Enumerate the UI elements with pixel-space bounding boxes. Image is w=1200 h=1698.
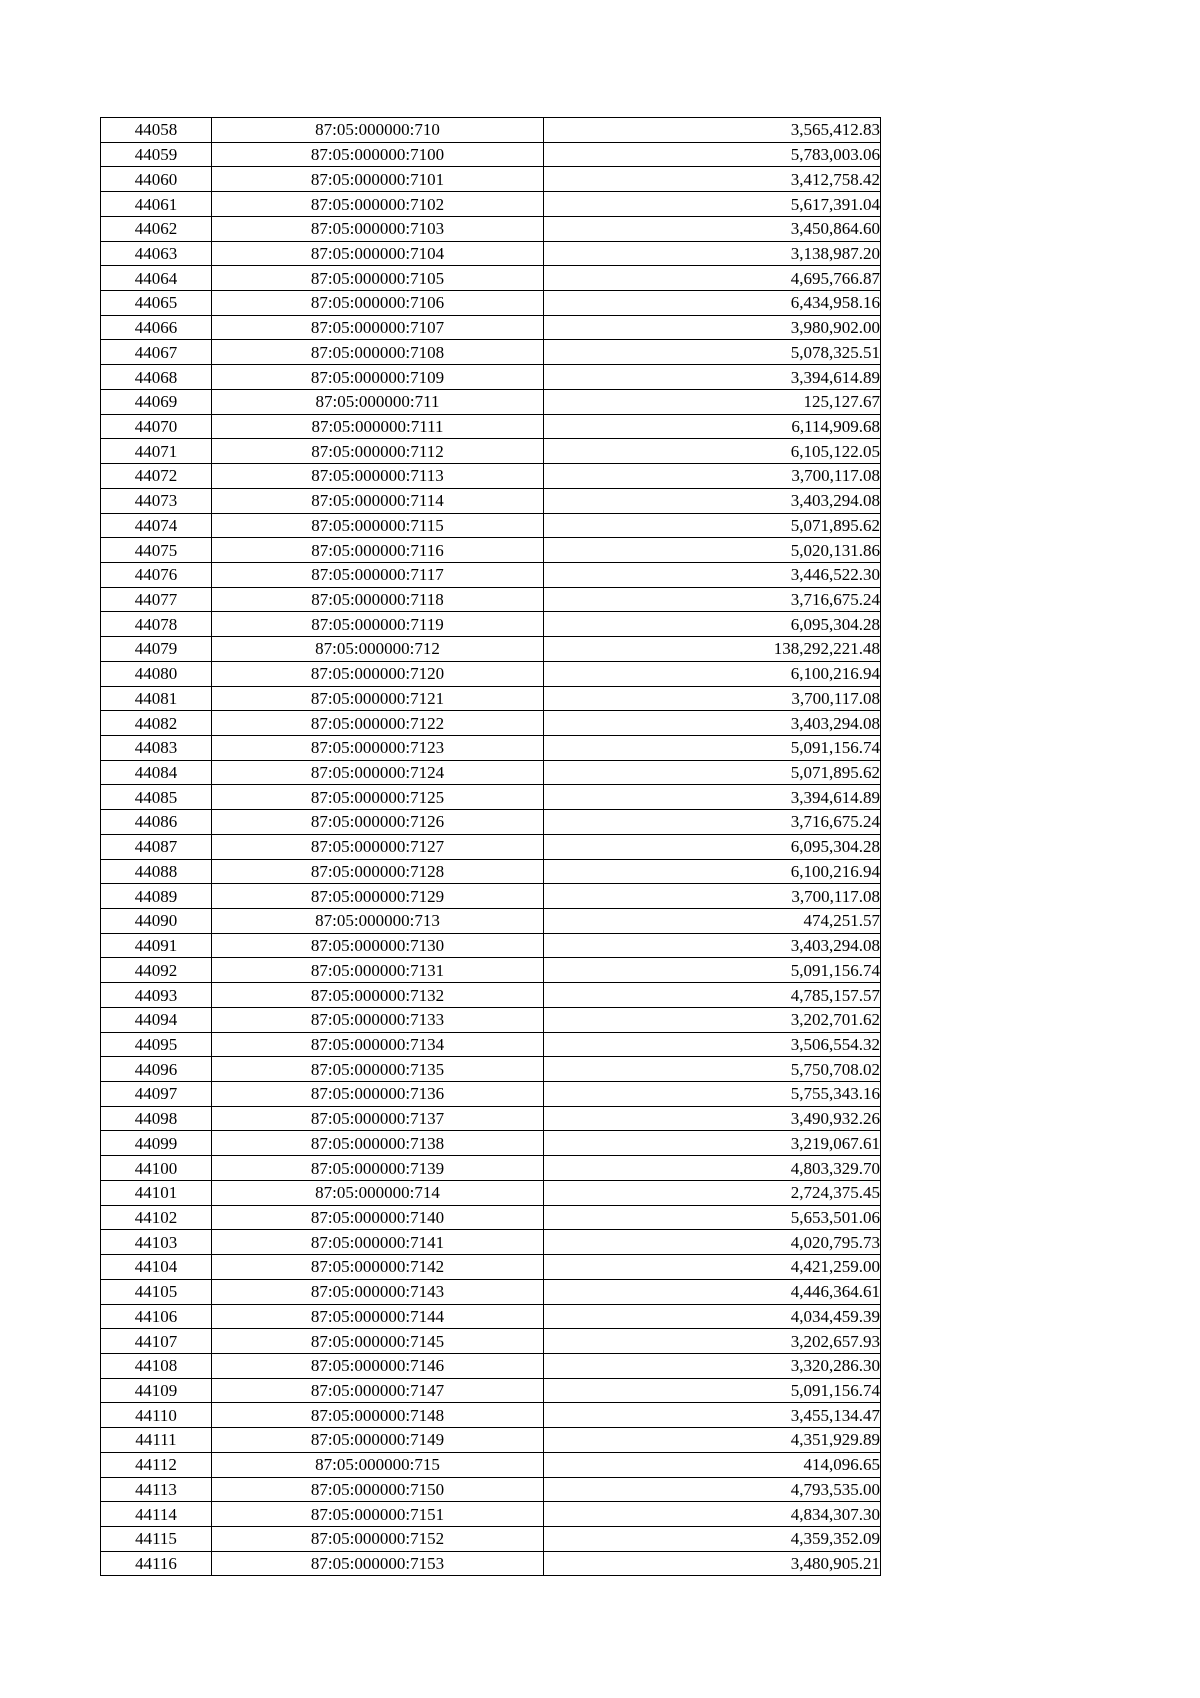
table-row: [101, 1428, 881, 1453]
row-number: 44070: [101, 414, 212, 439]
cadastral-number: 87:05:000000:713: [212, 909, 544, 934]
cadastral-value: 3,138,987.20: [544, 241, 881, 266]
table-row: [101, 315, 881, 340]
cadastral-number: 87:05:000000:7105: [212, 266, 544, 291]
cadastral-number: 87:05:000000:7150: [212, 1477, 544, 1502]
cadastral-number: 87:05:000000:7117: [212, 562, 544, 587]
row-number: 44098: [101, 1106, 212, 1131]
cadastral-number: 87:05:000000:7139: [212, 1156, 544, 1181]
cadastral-value: 5,750,708.02: [544, 1057, 881, 1082]
table-row: [101, 1230, 881, 1255]
cadastral-number: 87:05:000000:7147: [212, 1378, 544, 1403]
cadastral-value: 5,091,156.74: [544, 958, 881, 983]
table-row: [101, 1255, 881, 1280]
cadastral-value: 3,202,701.62: [544, 1007, 881, 1032]
cadastral-number: 87:05:000000:7138: [212, 1131, 544, 1156]
cadastral-value: 3,700,117.08: [544, 686, 881, 711]
table-row: [101, 686, 881, 711]
cadastral-number: 87:05:000000:7126: [212, 810, 544, 835]
cadastral-value: 5,091,156.74: [544, 735, 881, 760]
cadastral-value: 3,446,522.30: [544, 562, 881, 587]
cadastral-value: 3,403,294.08: [544, 711, 881, 736]
cadastral-number: 87:05:000000:715: [212, 1452, 544, 1477]
row-number: 44068: [101, 365, 212, 390]
cadastral-value: 4,351,929.89: [544, 1428, 881, 1453]
table-row: [101, 1057, 881, 1082]
cadastral-number: 87:05:000000:7140: [212, 1205, 544, 1230]
row-number: 44109: [101, 1378, 212, 1403]
cadastral-number: 87:05:000000:7103: [212, 216, 544, 241]
row-number: 44059: [101, 142, 212, 167]
cadastral-number: 87:05:000000:714: [212, 1180, 544, 1205]
cadastral-value: 4,446,364.61: [544, 1279, 881, 1304]
cadastral-number: 87:05:000000:7128: [212, 859, 544, 884]
table-row: [101, 1180, 881, 1205]
cadastral-number: 87:05:000000:7125: [212, 785, 544, 810]
table-row: [101, 1007, 881, 1032]
table-row: [101, 464, 881, 489]
cadastral-number: 87:05:000000:7148: [212, 1403, 544, 1428]
table-body: [101, 118, 881, 1576]
row-number: 44069: [101, 389, 212, 414]
cadastral-value: 6,100,216.94: [544, 859, 881, 884]
cadastral-value: 6,434,958.16: [544, 291, 881, 316]
cadastral-value: 5,071,895.62: [544, 513, 881, 538]
row-number: 44091: [101, 933, 212, 958]
cadastral-number: 87:05:000000:7100: [212, 142, 544, 167]
cadastral-value: 3,716,675.24: [544, 587, 881, 612]
cadastral-value: 3,219,067.61: [544, 1131, 881, 1156]
table-row: [101, 1205, 881, 1230]
cadastral-number: 87:05:000000:7101: [212, 167, 544, 192]
row-number: 44080: [101, 661, 212, 686]
cadastral-number: 87:05:000000:7144: [212, 1304, 544, 1329]
cadastral-value: 4,834,307.30: [544, 1502, 881, 1527]
cadastral-number: 87:05:000000:7137: [212, 1106, 544, 1131]
cadastral-value: 6,100,216.94: [544, 661, 881, 686]
table-row: [101, 1551, 881, 1576]
cadastral-number: 87:05:000000:7119: [212, 612, 544, 637]
row-number: 44104: [101, 1255, 212, 1280]
cadastral-value: 6,095,304.28: [544, 612, 881, 637]
row-number: 44102: [101, 1205, 212, 1230]
cadastral-number: 87:05:000000:7104: [212, 241, 544, 266]
table-row: [101, 859, 881, 884]
row-number: 44071: [101, 439, 212, 464]
cadastral-number: 87:05:000000:7122: [212, 711, 544, 736]
cadastral-number: 87:05:000000:7108: [212, 340, 544, 365]
table-row: [101, 192, 881, 217]
row-number: 44111: [101, 1428, 212, 1453]
table-row: [101, 661, 881, 686]
cadastral-number: 87:05:000000:7132: [212, 983, 544, 1008]
table-row: [101, 884, 881, 909]
cadastral-value: 6,095,304.28: [544, 834, 881, 859]
row-number: 44085: [101, 785, 212, 810]
table-row: [101, 1378, 881, 1403]
row-number: 44088: [101, 859, 212, 884]
cadastral-number: 87:05:000000:7149: [212, 1428, 544, 1453]
cadastral-number: 87:05:000000:7153: [212, 1551, 544, 1576]
row-number: 44092: [101, 958, 212, 983]
table-row: [101, 637, 881, 662]
table-row: [101, 1452, 881, 1477]
row-number: 44072: [101, 464, 212, 489]
row-number: 44079: [101, 637, 212, 662]
cadastral-value-table: [100, 117, 881, 1576]
cadastral-value: 3,394,614.89: [544, 785, 881, 810]
cadastral-value: 3,716,675.24: [544, 810, 881, 835]
table-row: [101, 1082, 881, 1107]
cadastral-value: 5,755,343.16: [544, 1082, 881, 1107]
table-row: [101, 958, 881, 983]
cadastral-number: 87:05:000000:7133: [212, 1007, 544, 1032]
cadastral-number: 87:05:000000:7106: [212, 291, 544, 316]
table-row: [101, 612, 881, 637]
row-number: 44084: [101, 760, 212, 785]
cadastral-number: 87:05:000000:711: [212, 389, 544, 414]
cadastral-number: 87:05:000000:7136: [212, 1082, 544, 1107]
row-number: 44101: [101, 1180, 212, 1205]
cadastral-number: 87:05:000000:7118: [212, 587, 544, 612]
cadastral-number: 87:05:000000:7124: [212, 760, 544, 785]
row-number: 44075: [101, 538, 212, 563]
row-number: 44063: [101, 241, 212, 266]
cadastral-value: 3,403,294.08: [544, 933, 881, 958]
cadastral-number: 87:05:000000:7111: [212, 414, 544, 439]
cadastral-number: 87:05:000000:7141: [212, 1230, 544, 1255]
row-number: 44089: [101, 884, 212, 909]
table-row: [101, 735, 881, 760]
table-row: [101, 266, 881, 291]
table-row: [101, 834, 881, 859]
table-row: [101, 488, 881, 513]
row-number: 44113: [101, 1477, 212, 1502]
cadastral-number: 87:05:000000:7143: [212, 1279, 544, 1304]
row-number: 44060: [101, 167, 212, 192]
table-row: [101, 909, 881, 934]
row-number: 44099: [101, 1131, 212, 1156]
table-row: [101, 933, 881, 958]
row-number: 44081: [101, 686, 212, 711]
table-row: [101, 1279, 881, 1304]
table-row: [101, 983, 881, 1008]
cadastral-value: 4,421,259.00: [544, 1255, 881, 1280]
cadastral-value: 3,565,412.83: [544, 118, 881, 143]
row-number: 44107: [101, 1329, 212, 1354]
cadastral-number: 87:05:000000:7152: [212, 1526, 544, 1551]
cadastral-value: 2,724,375.45: [544, 1180, 881, 1205]
cadastral-value: 5,783,003.06: [544, 142, 881, 167]
cadastral-number: 87:05:000000:7102: [212, 192, 544, 217]
table-row: [101, 1131, 881, 1156]
cadastral-number: 87:05:000000:7121: [212, 686, 544, 711]
cadastral-value: 4,793,535.00: [544, 1477, 881, 1502]
row-number: 44115: [101, 1526, 212, 1551]
cadastral-number: 87:05:000000:7113: [212, 464, 544, 489]
cadastral-value: 5,071,895.62: [544, 760, 881, 785]
table-row: [101, 1329, 881, 1354]
cadastral-value: 3,480,905.21: [544, 1551, 881, 1576]
cadastral-value: 3,490,932.26: [544, 1106, 881, 1131]
table-row: [101, 562, 881, 587]
cadastral-value: 3,394,614.89: [544, 365, 881, 390]
row-number: 44096: [101, 1057, 212, 1082]
table-row: [101, 414, 881, 439]
cadastral-value: 5,078,325.51: [544, 340, 881, 365]
row-number: 44066: [101, 315, 212, 340]
cadastral-number: 87:05:000000:7115: [212, 513, 544, 538]
row-number: 44073: [101, 488, 212, 513]
row-number: 44078: [101, 612, 212, 637]
row-number: 44110: [101, 1403, 212, 1428]
cadastral-value: 4,034,459.39: [544, 1304, 881, 1329]
table-row: [101, 167, 881, 192]
cadastral-number: 87:05:000000:7129: [212, 884, 544, 909]
row-number: 44067: [101, 340, 212, 365]
table-row: [101, 216, 881, 241]
row-number: 44082: [101, 711, 212, 736]
cadastral-number: 87:05:000000:7123: [212, 735, 544, 760]
table-row: [101, 760, 881, 785]
table-row: [101, 118, 881, 143]
cadastral-value: 3,412,758.42: [544, 167, 881, 192]
cadastral-value: 125,127.67: [544, 389, 881, 414]
row-number: 44114: [101, 1502, 212, 1527]
table-row: [101, 711, 881, 736]
cadastral-value: 3,980,902.00: [544, 315, 881, 340]
cadastral-value: 3,506,554.32: [544, 1032, 881, 1057]
table-row: [101, 439, 881, 464]
cadastral-value: 3,450,864.60: [544, 216, 881, 241]
row-number: 44064: [101, 266, 212, 291]
table-row: [101, 1353, 881, 1378]
row-number: 44065: [101, 291, 212, 316]
row-number: 44093: [101, 983, 212, 1008]
cadastral-value: 474,251.57: [544, 909, 881, 934]
cadastral-value: 6,105,122.05: [544, 439, 881, 464]
row-number: 44086: [101, 810, 212, 835]
table-row: [101, 785, 881, 810]
row-number: 44112: [101, 1452, 212, 1477]
cadastral-number: 87:05:000000:7134: [212, 1032, 544, 1057]
cadastral-number: 87:05:000000:7145: [212, 1329, 544, 1354]
cadastral-number: 87:05:000000:7116: [212, 538, 544, 563]
cadastral-value: 3,455,134.47: [544, 1403, 881, 1428]
cadastral-value: 3,700,117.08: [544, 884, 881, 909]
cadastral-number: 87:05:000000:7112: [212, 439, 544, 464]
row-number: 44116: [101, 1551, 212, 1576]
row-number: 44108: [101, 1353, 212, 1378]
cadastral-value: 3,202,657.93: [544, 1329, 881, 1354]
table-row: [101, 538, 881, 563]
table-row: [101, 241, 881, 266]
table-row: [101, 513, 881, 538]
cadastral-value: 414,096.65: [544, 1452, 881, 1477]
cadastral-value: 5,091,156.74: [544, 1378, 881, 1403]
cadastral-value: 4,359,352.09: [544, 1526, 881, 1551]
row-number: 44062: [101, 216, 212, 241]
table-row: [101, 340, 881, 365]
cadastral-number: 87:05:000000:7151: [212, 1502, 544, 1527]
row-number: 44106: [101, 1304, 212, 1329]
row-number: 44095: [101, 1032, 212, 1057]
cadastral-number: 87:05:000000:7107: [212, 315, 544, 340]
cadastral-number: 87:05:000000:710: [212, 118, 544, 143]
table-row: [101, 1304, 881, 1329]
table-row: [101, 1526, 881, 1551]
row-number: 44094: [101, 1007, 212, 1032]
table-row: [101, 1502, 881, 1527]
table-row: [101, 1106, 881, 1131]
cadastral-number: 87:05:000000:7120: [212, 661, 544, 686]
cadastral-number: 87:05:000000:7146: [212, 1353, 544, 1378]
cadastral-value: 138,292,221.48: [544, 637, 881, 662]
cadastral-value: 6,114,909.68: [544, 414, 881, 439]
row-number: 44061: [101, 192, 212, 217]
table-row: [101, 1156, 881, 1181]
row-number: 44090: [101, 909, 212, 934]
row-number: 44103: [101, 1230, 212, 1255]
table-row: [101, 1403, 881, 1428]
cadastral-value: 4,695,766.87: [544, 266, 881, 291]
row-number: 44097: [101, 1082, 212, 1107]
row-number: 44100: [101, 1156, 212, 1181]
row-number: 44087: [101, 834, 212, 859]
row-number: 44074: [101, 513, 212, 538]
cadastral-number: 87:05:000000:7114: [212, 488, 544, 513]
table-row: [101, 1477, 881, 1502]
row-number: 44058: [101, 118, 212, 143]
table-row: [101, 810, 881, 835]
cadastral-value: 3,320,286.30: [544, 1353, 881, 1378]
row-number: 44077: [101, 587, 212, 612]
cadastral-number: 87:05:000000:7130: [212, 933, 544, 958]
cadastral-value: 3,700,117.08: [544, 464, 881, 489]
table-row: [101, 389, 881, 414]
cadastral-number: 87:05:000000:7109: [212, 365, 544, 390]
cadastral-value: 4,803,329.70: [544, 1156, 881, 1181]
cadastral-number: 87:05:000000:712: [212, 637, 544, 662]
cadastral-value: 4,785,157.57: [544, 983, 881, 1008]
row-number: 44105: [101, 1279, 212, 1304]
cadastral-number: 87:05:000000:7131: [212, 958, 544, 983]
cadastral-value: 5,653,501.06: [544, 1205, 881, 1230]
table-row: [101, 365, 881, 390]
row-number: 44083: [101, 735, 212, 760]
cadastral-number: 87:05:000000:7135: [212, 1057, 544, 1082]
row-number: 44076: [101, 562, 212, 587]
table-row: [101, 291, 881, 316]
table-row: [101, 1032, 881, 1057]
table-row: [101, 142, 881, 167]
cadastral-value: 4,020,795.73: [544, 1230, 881, 1255]
cadastral-value: 3,403,294.08: [544, 488, 881, 513]
cadastral-value: 5,020,131.86: [544, 538, 881, 563]
cadastral-number: 87:05:000000:7142: [212, 1255, 544, 1280]
cadastral-number: 87:05:000000:7127: [212, 834, 544, 859]
cadastral-value: 5,617,391.04: [544, 192, 881, 217]
table-row: [101, 587, 881, 612]
